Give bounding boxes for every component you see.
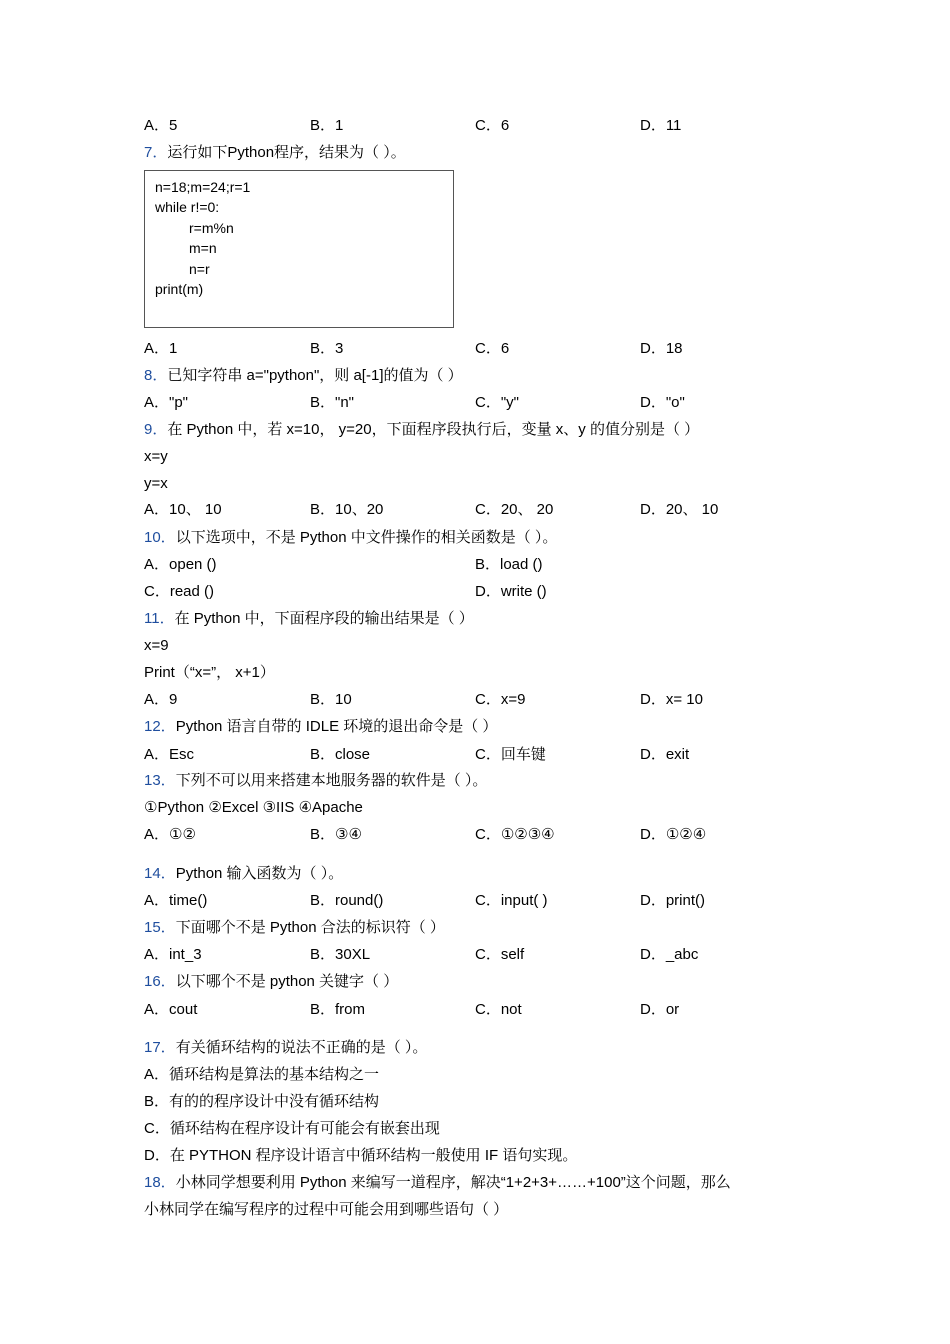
q9-stem: [144, 420, 699, 440]
q13-option-c: C．①②③④: [475, 826, 555, 843]
q8-option-b: B．"n": [310, 394, 354, 411]
q10-text: 以下选项中，不是 Python 中文件操作的相关函数是（ ）。: [175, 529, 558, 546]
q7-option-c: C．6: [475, 340, 510, 357]
q13-stem: [144, 771, 487, 791]
q14-number: 14．: [144, 865, 176, 882]
q7-option-b: B．3: [310, 340, 344, 357]
q13-option-a: A．①②: [144, 826, 196, 843]
q11-text: 在 Python 中，下面程序段的输出结果是（ ）: [174, 610, 474, 627]
q7-option-d: D．18: [640, 340, 683, 357]
q9-text: 在 Python 中，若 x=10， y=20，下面程序段执行后，变量 x、y 的值分别是（ ）: [167, 421, 700, 438]
q16-option-c: C．not: [475, 1001, 522, 1018]
q7-code-box: [144, 170, 454, 328]
code-line: n=r: [189, 261, 210, 277]
q17-option-d: D．在 PYTHON 程序设计语言中循环结构一般使用 IF 语句实现。: [144, 1147, 578, 1164]
q6-option-d: D．11: [640, 117, 682, 134]
q13-option-b: B．③④: [310, 826, 362, 843]
q9-number: 9．: [144, 421, 168, 438]
q10-number: 10．: [144, 529, 176, 546]
q15-option-d: D．_abc: [640, 946, 699, 963]
q15-option-c: C．self: [475, 946, 525, 963]
q15-text: 下面哪个不是 Python 合法的标识符（ ）: [175, 919, 445, 936]
q16-option-a: A．cout: [144, 1001, 198, 1018]
q16-number: 16．: [144, 973, 176, 990]
q6-option-b: B．1: [310, 117, 344, 134]
q14-text: Python 输入函数为（ ）。: [175, 865, 344, 882]
q10-stem: [144, 528, 557, 548]
q17-option-a: A．循环结构是算法的基本结构之一: [144, 1066, 380, 1083]
q11-option-c: C．x=9: [475, 691, 526, 708]
q10-option-a: A．open (): [144, 556, 217, 573]
q15-number: 15．: [144, 919, 176, 936]
code-line: while r!=0:: [155, 199, 220, 215]
q11-option-a: A．9: [144, 691, 178, 708]
q16-stem: [144, 972, 398, 992]
q8-option-c: C．"y": [475, 394, 519, 411]
q17-text: 有关循环结构的说法不正确的是（ ）。: [175, 1039, 428, 1056]
q18-text: 小林同学想要利用 Python 来编写一道程序，解决“1+2+3+……+100”这个问题，那么: [175, 1174, 731, 1191]
q18-stem: [144, 1173, 731, 1193]
q9-option-a: A．10、 10: [144, 501, 222, 518]
q11-option-b: B．10: [310, 691, 352, 708]
q12-stem: [144, 717, 497, 737]
q7-text: 运行如下Python程序，结果为（ ）。: [167, 144, 406, 161]
q11-code-line: x=9: [144, 637, 169, 654]
q13-items-line: ①Python ②Excel ③IIS ④Apache: [144, 799, 363, 816]
code-line: n=18;m=24;r=1: [155, 179, 251, 195]
q11-stem: [144, 609, 474, 629]
q10-option-d: D．write (): [475, 583, 547, 600]
q18-number: 18．: [144, 1174, 176, 1191]
q15-option-b: B．30XL: [310, 946, 371, 963]
q8-option-d: D．"o": [640, 394, 685, 411]
q6-option-a: A．5: [144, 117, 178, 134]
q14-option-c: C．input( ): [475, 892, 548, 909]
code-line: r=m%n: [189, 220, 234, 236]
q11-option-d: D．x= 10: [640, 691, 703, 708]
q9-option-c: C．20、 20: [475, 501, 554, 518]
q17-option-b: B．有的的程序设计中没有循环结构: [144, 1093, 380, 1110]
q7-stem: [144, 143, 406, 163]
q8-text: 已知字符串 a="python"，则 a[-1]的值为（ ）: [167, 367, 463, 384]
code-line: m=n: [189, 240, 217, 256]
q14-option-d: D．print(): [640, 892, 706, 909]
q7-option-a: A．1: [144, 340, 178, 357]
q11-code-line: Print（“x=”， x+1）: [144, 664, 275, 681]
q12-option-a: A．Esc: [144, 746, 195, 763]
q14-option-a: A．time(): [144, 892, 208, 909]
code-line: print(m): [155, 281, 204, 297]
q17-option-c: C．循环结构在程序设计有可能会有嵌套出现: [144, 1120, 440, 1137]
q12-option-d: D．exit: [640, 746, 690, 763]
q17-number: 17．: [144, 1039, 176, 1056]
q16-text: 以下哪个不是 python 关键字（ ）: [175, 973, 399, 990]
q8-option-a: A．"p": [144, 394, 188, 411]
q18-stem-continued: 小林同学在编写程序的过程中可能会用到哪些语句（ ）: [144, 1201, 509, 1218]
q16-option-d: D．or: [640, 1001, 680, 1018]
q12-text: Python 语言自带的 IDLE 环境的退出命令是（ ）: [175, 718, 498, 735]
q10-option-c: C．read (): [144, 583, 215, 600]
q13-option-d: D．①②④: [640, 826, 707, 843]
q12-option-b: B．close: [310, 746, 371, 763]
q9-code-line: y=x: [144, 475, 168, 492]
q7-number: 7．: [144, 144, 168, 161]
q17-stem: [144, 1038, 427, 1058]
q15-option-a: A．int_3: [144, 946, 202, 963]
q11-number: 11．: [144, 610, 175, 627]
q9-code-line: x=y: [144, 448, 168, 465]
q10-option-b: B．load (): [475, 556, 543, 573]
q9-option-b: B．10、20: [310, 501, 384, 518]
q8-stem: [144, 366, 463, 386]
q13-number: 13．: [144, 772, 176, 789]
q13-text: 下列不可以用来搭建本地服务器的软件是（ ）。: [175, 772, 488, 789]
q12-option-c: C．回车键: [475, 746, 546, 763]
q12-number: 12．: [144, 718, 176, 735]
q6-option-c: C．6: [475, 117, 510, 134]
q15-stem: [144, 918, 445, 938]
q16-option-b: B．from: [310, 1001, 366, 1018]
q8-number: 8．: [144, 367, 168, 384]
q9-option-d: D．20、 10: [640, 501, 719, 518]
q14-stem: [144, 864, 343, 884]
q14-option-b: B．round(): [310, 892, 384, 909]
